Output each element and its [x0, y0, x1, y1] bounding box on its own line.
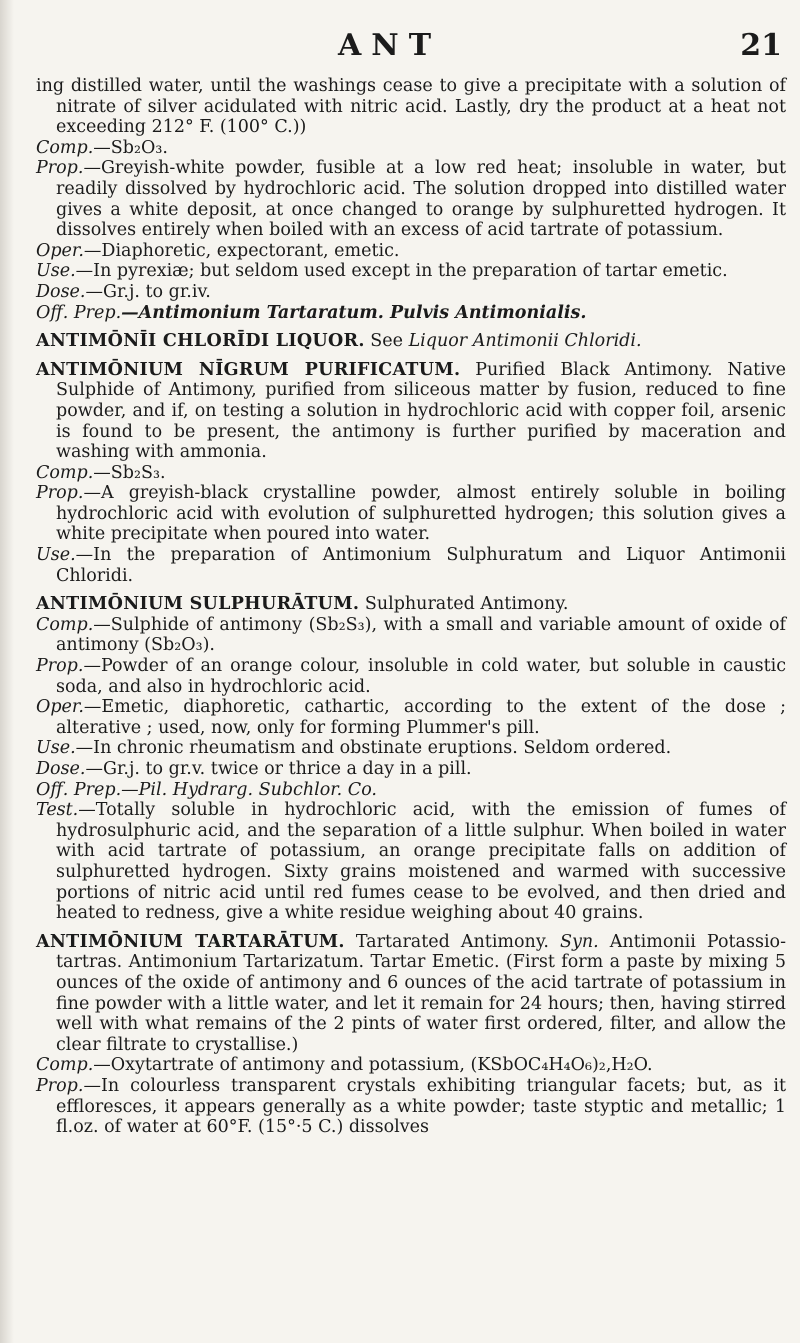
entry-antimonii-chloridi: ANTIMŌNĪI CHLORĪDI LIQUOR. See Liquor Antimonii Chloridi.	[36, 331, 642, 352]
book-spine-shadow	[0, 0, 14, 1343]
nigrum-use: Use.—In the preparation of Antimonium Sulphuratum and Liquor Antimonii Chloridi.	[36, 545, 786, 586]
continuation-text: ing distilled water, until the washings cease to give a precipitate with a solution of nitrate of silver acidulated with nitric acid. Lastly, dry the product at a heat not exceeding 212° F. (100° C.))	[36, 76, 786, 138]
continuation-prop: Prop.—Greyish-white powder, fusible at a low red heat; insoluble in water, but readily dissolved by hydrochloric acid. The solution dropped into distilled water gives a white deposit, at once changed to orange by sulphuretted hydrogen. It dissolves entirely when boiled with an excess of acid tartrate of potassium.	[36, 158, 786, 241]
headword: ANTIMŌNĪI CHLORĪDI LIQUOR.	[36, 331, 365, 352]
continuation-comp: Comp.—Sb₂O₃.	[36, 137, 168, 158]
continuation-off-prep: Off. Prep.—Antimonium Tartaratum. Pulvis Antimonialis.	[36, 302, 587, 323]
sulphuratum-off-prep: Off. Prep.—Pil. Hydrarg. Subchlor. Co.	[36, 779, 377, 800]
sulphuratum-use: Use.—In chronic rheumatism and obstinate eruptions. Seldom ordered.	[36, 738, 672, 759]
headword: ANTIMŌNIUM TARTARĀTUM.	[36, 931, 345, 952]
tartaratum-comp: Comp.—Oxytartrate of antimony and potassium, (KSbOC₄H₄O₆)₂,H₂O.	[36, 1055, 653, 1076]
sulphuratum-prop: Prop.—Powder of an orange colour, insoluble in cold water, but soluble in caustic soda, and also in hydrochloric acid.	[36, 656, 786, 697]
sulphuratum-oper: Oper.—Emetic, diaphoretic, cathartic, according to the extent of the dose ; alterative ; used, now, only for forming Plummer's pill.	[36, 697, 786, 738]
nigrum-comp: Comp.—Sb₂S₃.	[36, 462, 166, 483]
running-head-title: ANT	[338, 28, 442, 63]
continuation-use: Use.—In pyrexiæ; but seldom used except in the preparation of tartar emetic.	[36, 261, 728, 282]
running-header	[36, 28, 786, 68]
entry-antimonium-tartaratum: ANTIMŌNIUM TARTARĀTUM. Tartarated Antimony. Syn. Antimonii Potassio-tartras. Antimonium Tartarizatum. Tartar Emetic. (First form a paste by mixing 5 ounces of the oxide of antimony and 6 ounces of the acid tartrate of potassium in fine powder with a little water, and let it remain for 24 hours; then, having stirred well with what remains of the 2 pints of water first ordered, filter, and allow the clear filtrate to crystallise.)	[36, 931, 786, 1055]
continuation-oper: Oper.—Diaphoretic, expectorant, emetic.	[36, 240, 400, 261]
sulphuratum-dose: Dose.—Gr.j. to gr.v. twice or thrice a day in a pill.	[36, 759, 472, 779]
sulphuratum-test: Test.—Totally soluble in hydrochloric acid, with the emission of fumes of hydrosulphuric acid, and the separation of a little sulphur. When boiled in water with acid tartrate of potassium, an orange precipitate falls on addition of sulphuretted hydrogen. Sixty grains moistened and warmed with successive portions of nitric acid until red fumes cease to be evolved, and then dried and heated to redness, give a white residue weighing about 40 grains.	[36, 800, 786, 924]
sulphuratum-comp: Comp.—Sulphide of antimony (Sb₂S₃), with a small and variable amount of oxide of antimony (Sb₂O₃).	[36, 614, 786, 656]
page-number: 21	[740, 28, 782, 63]
entry-antimonium-sulphuratum: ANTIMŌNIUM SULPHURĀTUM. Sulphurated Antimony.	[36, 594, 569, 615]
dictionary-page	[36, 0, 786, 1343]
headword: ANTIMŌNIUM SULPHURĀTUM.	[36, 594, 360, 615]
entry-antimonium-nigrum: ANTIMŌNIUM NĪGRUM PURIFICATUM. Purified Black Antimony. Native Sulphide of Antimony, purified from siliceous matter by fusion, reduced to fine powder, and if, on testing a solution in hydrochloric acid with copper foil, arsenic is found to be present, the antimony is further purified by maceration and washing with ammonia.	[36, 359, 787, 463]
nigrum-prop: Prop.—A greyish-black crystalline powder, almost entirely soluble in boiling hydrochloric acid with evolution of sulphuretted hydrogen; this solution gives a white precipitate when poured into water.	[36, 483, 786, 545]
page-body	[36, 76, 786, 1138]
headword: ANTIMŌNIUM NĪGRUM PURIFICATUM.	[36, 359, 461, 380]
tartaratum-prop: Prop.—In colourless transparent crystals exhibiting triangular facets; but, as it effloresces, it appears generally as a white powder; taste styptic and metallic; 1 fl.oz. of water at 60°F. (15°·5 C.) dissolves	[36, 1075, 786, 1138]
continuation-dose: Dose.—Gr.j. to gr.iv.	[36, 281, 211, 302]
